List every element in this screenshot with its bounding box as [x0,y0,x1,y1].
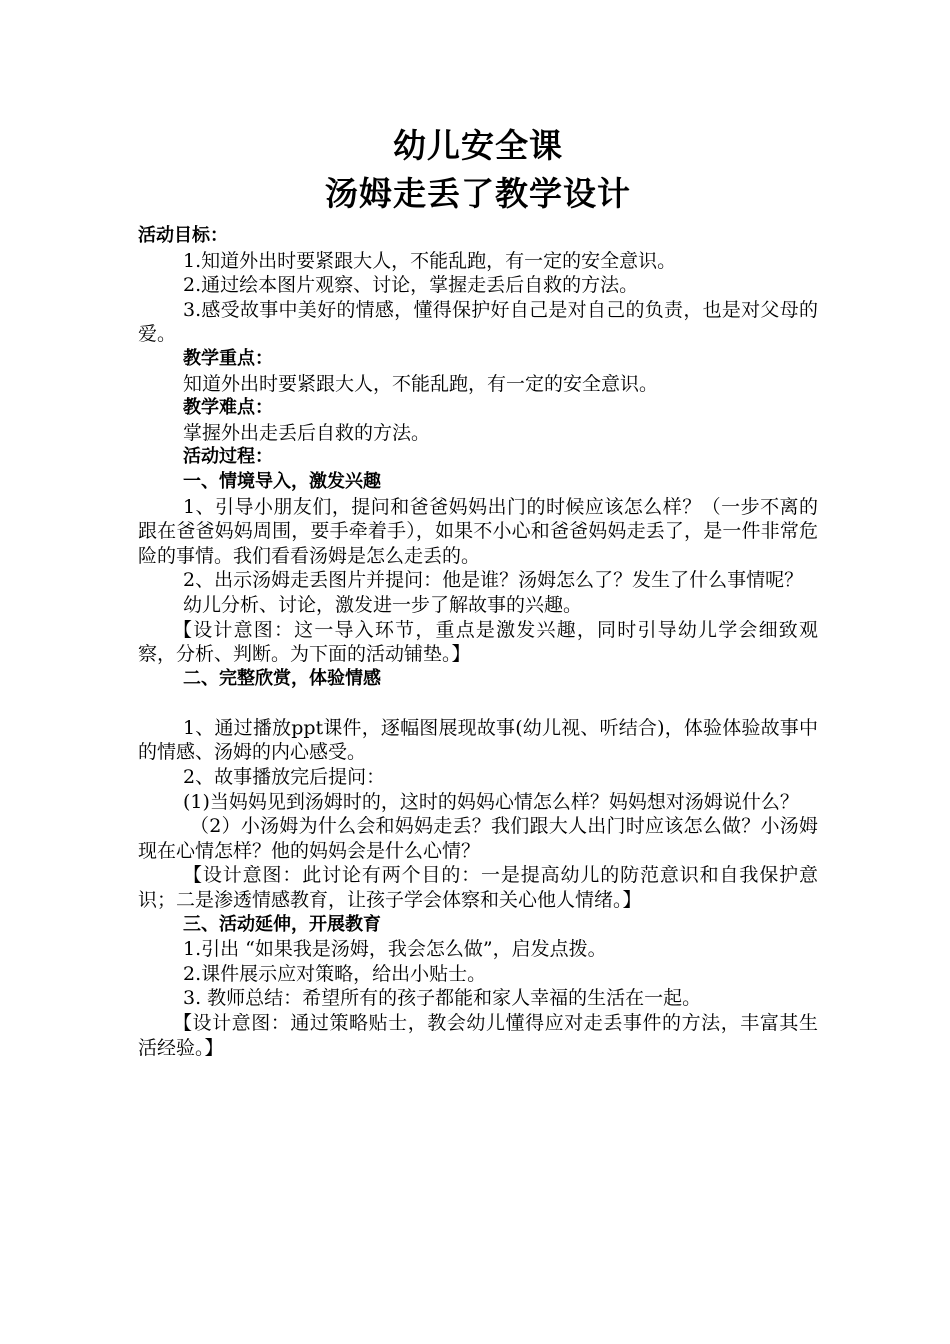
difficulty-heading: 教学难点： [183,397,273,419]
section-2-question-2: （2）小汤姆为什么会和妈妈走丢？我们跟大人出门时应该怎么做？小汤姆现在心情怎样？他的妈妈会是什么心情？ [138,815,818,862]
section-2-question-1: (1)当妈妈见到汤姆时的，这时的妈妈心情怎么样？妈妈想对汤姆说什么？ [183,790,799,813]
section-3-paragraph-1: 1.引出 “如果我是汤姆，我会怎么做”，启发点拨。 [183,938,607,961]
section-2-heading: 二、完整欣赏，体验情感 [183,667,381,689]
section-3-paragraph-2: 2.课件展示应对策略，给出小贴士。 [183,962,487,985]
section-3-design-intent: 【设计意图：通过策略贴士，教会幼儿懂得应对走丢事件的方法，丰富其生活经验。】 [138,1012,818,1059]
section-2-design-intent: 【设计意图：此讨论有两个目的：一是提高幼儿的防范意识和自我保护意识；二是渗透情感教育，让孩子学会体察和关心他人情绪。】 [138,864,818,912]
goals-heading: 活动目标： [138,225,228,246]
document-page [138,122,818,1060]
title-line-2: 汤姆走丢了教学设计 [325,174,631,213]
goal-1: 1.知道外出时要紧跟大人，不能乱跑，有一定的安全意识。 [183,249,677,272]
difficulty-text: 掌握外出走丢后自救的方法。 [183,421,431,444]
section-3-paragraph-3: 3. 教师总结：希望所有的孩子都能和家人幸福的生活在一起。 [183,987,702,1010]
title-line-1: 幼儿安全课 [393,126,563,165]
goal-3: 3.感受故事中美好的情感，懂得保护好自己是对自己的负责，也是对父母的爱。 [138,298,818,346]
section-1-paragraph-2: 2、出示汤姆走丢图片并提问：他是谁？汤姆怎么了？发生了什么事情呢？ [183,569,804,592]
key-point-text: 知道外出时要紧跟大人，不能乱跑，有一定的安全意识。 [183,372,659,395]
goal-2: 2.通过绘本图片观察、讨论，掌握走丢后自救的方法。 [183,274,639,297]
section-2-paragraph-1: 1、通过播放ppt课件，逐幅图展现故事(幼儿视、听结合)，体验体验故事中的情感、汤姆的内心感受。 [138,716,818,764]
key-point-heading: 教学重点： [183,347,273,369]
section-2-paragraph-2: 2、故事播放完后提问： [183,766,386,789]
blank-line [138,691,818,716]
section-3-heading: 三、活动延伸，开展教育 [183,913,381,935]
section-1-design-intent: 【设计意图：这一导入环节，重点是激发兴趣，同时引导幼儿学会细致观察，分析、判断。为下面的活动铺垫。】 [138,618,818,666]
process-heading: 活动过程： [183,446,273,468]
section-1-heading: 一、情境导入，激发兴趣 [183,470,381,492]
section-1-paragraph-1: 1、引导小朋友们，提问和爸爸妈妈出门的时候应该怎么样？（一步不离的跟在爸爸妈妈周围，要手牵着手），如果不小心和爸爸妈妈走丢了，是一件非常危险的事情。我们看看汤姆是怎么走丢的。 [138,495,818,567]
section-1-paragraph-3: 幼儿分析、讨论，激发进一步了解故事的兴趣。 [183,593,583,616]
